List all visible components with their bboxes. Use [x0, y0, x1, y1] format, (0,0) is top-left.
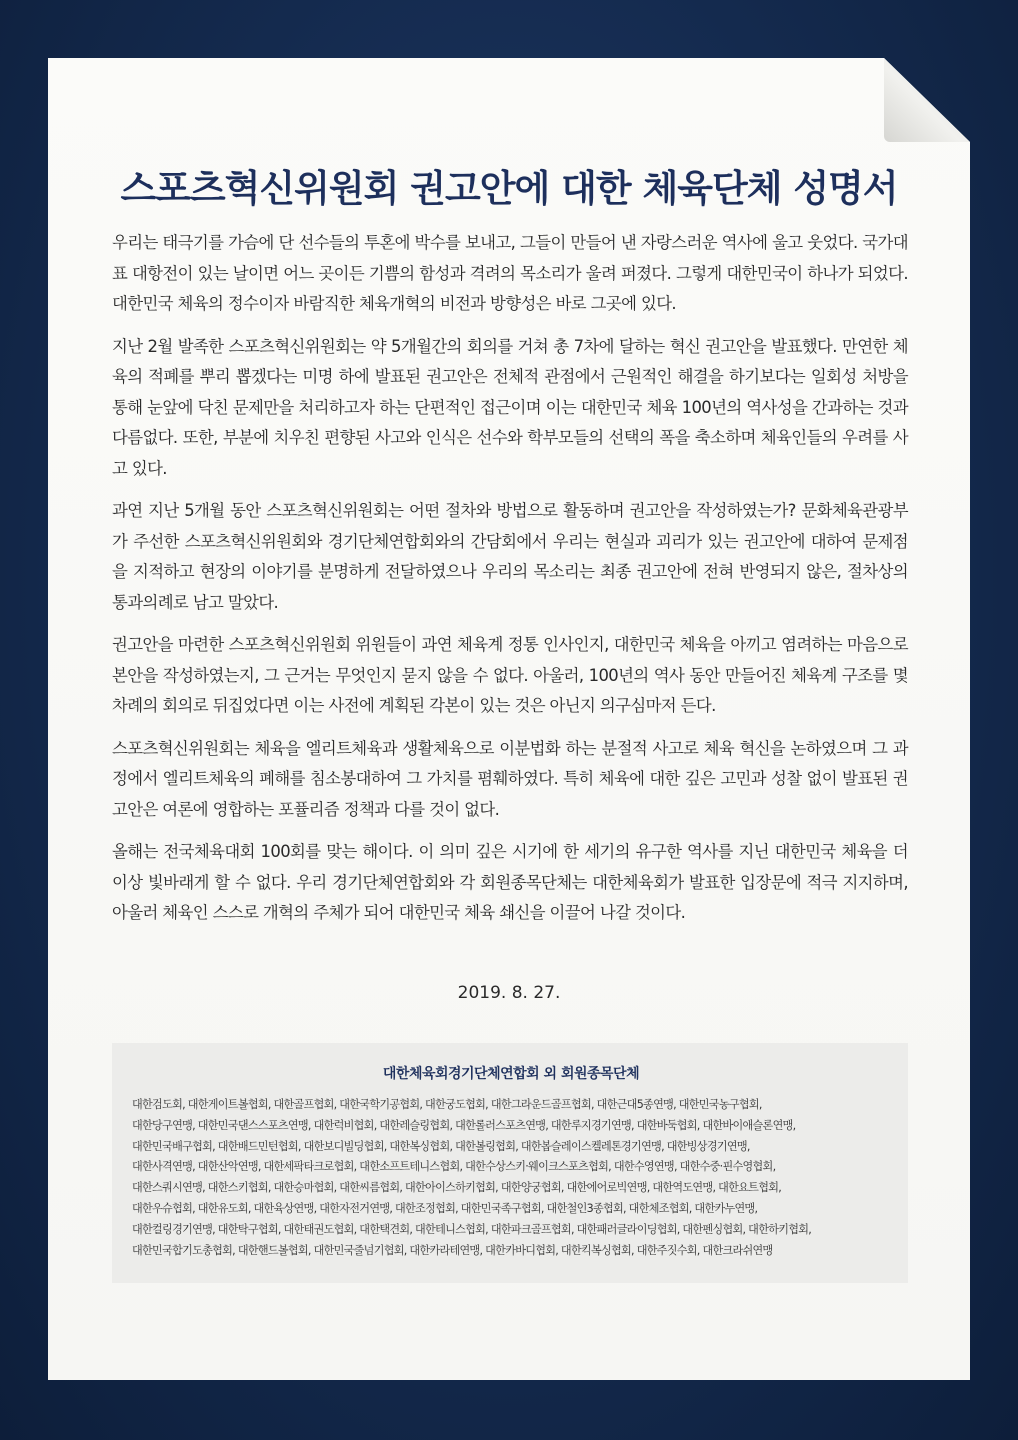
member-line: 대한컬링경기연맹, 대한탁구협회, 대한태권도협회, 대한택견회, 대한테니스협회, 대한파크골프협회, 대한패러글라이딩협회, 대한펜싱협회, 대한하키협회, [132, 1222, 812, 1236]
member-organizations-box [112, 1043, 908, 1283]
member-organizations-list [132, 1095, 890, 1261]
statement-date: 2019. 8. 27. [457, 983, 561, 1003]
document-title: 스포츠혁신위원회 권고안에 대한 체육단체 성명서 [120, 167, 898, 210]
member-line: 대한우슈협회, 대한유도회, 대한육상연맹, 대한자전거연맹, 대한조정협회, 대한민국족구협회, 대한철인3종협회, 대한체조협회, 대한카누연맹, [132, 1201, 758, 1215]
paragraph-6: 올해는 전국체육대회 100회를 맞는 해이다. 이 의미 깊은 시기에 한 세기의 유구한 역사를 지닌 대한민국 체육을 더 이상 빛바래게 할 수 없다. 우리 경기단체연합회와 각 회원종목단체는 대한체육회가 발표한 입장문에 적극 지지하며, 아울러 체육인 스스로 개혁의 주체가 되어 대한민국 체육 쇄신을 이끌어 나갈 것이다. [112, 842, 908, 922]
statement-body [112, 228, 908, 941]
paragraph-4: 권고안을 마련한 스포츠혁신위원회 위원들이 과연 체육계 정통 인사인지, 대한민국 체육을 아끼고 염려하는 마음으로 본안을 작성하였는지, 그 근거는 무엇인지 묻지 않을 수 없다. 아울러, 100년의 역사 동안 만들어진 체육계 구조를 몇 차례의 회의로 뒤집었다면 이는 사전에 계획된 각본이 있는 것은 아닌지 의구심마저 든다. [112, 635, 908, 715]
member-line: 대한민국합기도총협회, 대한핸드볼협회, 대한민국줄넘기협회, 대한카라테연맹, 대한카바디협회, 대한킥복싱협회, 대한주짓수회, 대한크라쉬연맹 [132, 1243, 773, 1257]
page-curl [884, 58, 970, 142]
member-line: 대한검도회, 대한게이트볼협회, 대한골프협회, 대한국학기공협회, 대한궁도협회, 대한그라운드골프협회, 대한근대5종연맹, 대한민국농구협회, [132, 1098, 762, 1111]
member-line: 대한당구연맹, 대한민국댄스스포츠연맹, 대한럭비협회, 대한레슬링협회, 대한롤러스포츠연맹, 대한루지경기연맹, 대한바둑협회, 대한바이애슬론연맹, [132, 1118, 796, 1132]
member-line: 대한민국배구협회, 대한배드민턴협회, 대한보디빌딩협회, 대한복싱협회, 대한볼링협회, 대한봅슬레이스켈레톤경기연맹, 대한빙상경기연맹, [132, 1139, 750, 1153]
member-organizations-title: 대한체육회경기단체연합회 외 회원종목단체 [382, 1066, 640, 1082]
paragraph-1: 우리는 태극기를 가슴에 단 선수들의 투혼에 박수를 보내고, 그들이 만들어 낸 자랑스러운 역사에 울고 웃었다. 국가대표 대항전이 있는 날이면 어느 곳이든 기쁨의 함성과 격려의 목소리가 울려 퍼졌다. 그렇게 대한민국이 하나가 되었다. 대한민국 체육의 정수이자 바람직한 체육개혁의 비전과 방향성은 바로 그곳에 있다. [112, 233, 908, 313]
member-line: 대한사격연맹, 대한산악연맹, 대한세팍타크로협회, 대한소프트테니스협회, 대한수상스키·웨이크스포츠협회, 대한수영연맹, 대한수중·핀수영협회, [132, 1160, 776, 1174]
paragraph-5: 스포츠혁신위원회는 체육을 엘리트체육과 생활체육으로 이분법화 하는 분절적 사고로 체육 혁신을 논하였으며 그 과정에서 엘리트체육의 폐해를 침소봉대하여 그 가치를 폄훼하였다. 특히 체육에 대한 깊은 고민과 성찰 없이 발표된 권고안은 여론에 영합하는 포퓰리즘 정책과 다를 것이 없다. [112, 738, 908, 819]
member-line: 대한스쿼시연맹, 대한스키협회, 대한승마협회, 대한씨름협회, 대한아이스하키협회, 대한양궁협회, 대한에어로빅연맹, 대한역도연맹, 대한요트협회, [132, 1181, 782, 1195]
paragraph-2: 지난 2월 발족한 스포츠혁신위원회는 약 5개월간의 회의를 거쳐 총 7차에 달하는 혁신 권고안을 발표했다. 만연한 체육의 적폐를 뿌리 뽑겠다는 미명 하에 발표된 권고안은 전체적 관점에서 근원적인 해결을 하기보다는 일회성 처방을 통해 눈앞에 닥친 문제만을 처리하고자 하는 단편적인 접근이며 이는 대한민국 체육 100년의 역사성을 간과하는 것과 다름없다. 또한, 부분에 치우친 편향된 사고와 인식은 선수와 학부모들의 선택의 폭을 축소하며 체육인들의 우려를 사고 있다. [112, 336, 908, 478]
paragraph-3: 과연 지난 5개월 동안 스포츠혁신위원회는 어떤 절차와 방법으로 활동하며 권고안을 작성하였는가? 문화체육관광부가 주선한 스포츠혁신위원회와 경기단체연합회와의 간담회에서 우리는 현실과 괴리가 있는 권고안에 대하여 문제점을 지적하고 현장의 이야기를 분명하게 전달하였으나 우리의 목소리는 최종 권고안에 전혀 반영되지 않은, 절차상의 통과의례로 남고 말았다. [112, 501, 908, 612]
